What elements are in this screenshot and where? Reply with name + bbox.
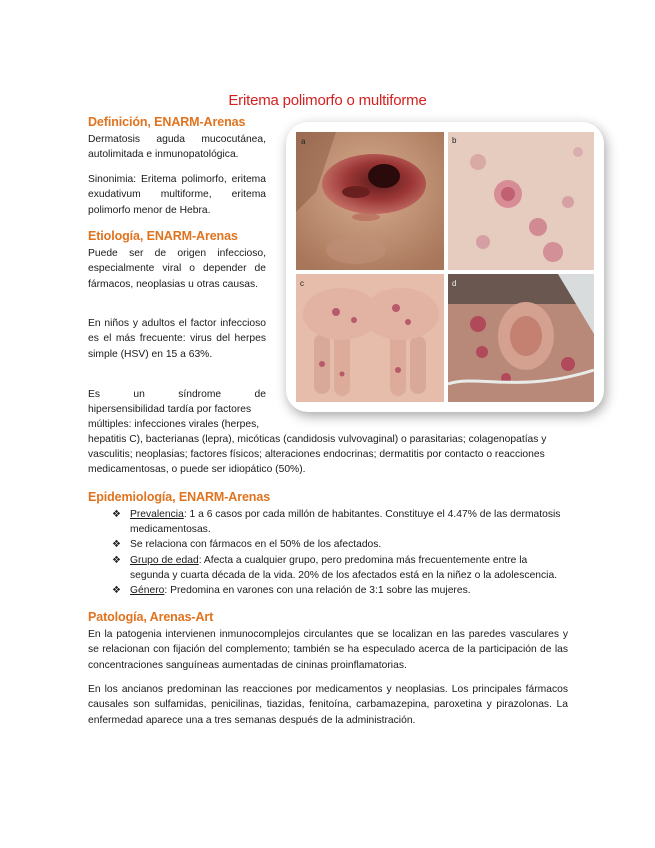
word: un — [133, 389, 145, 400]
etiologia-paragraph-3-line-2: hipersensibilidad tardía por factores — [88, 404, 252, 415]
etiologia-paragraph-1: Puede ser de origen infeccioso, especialmente viral o depender de fármacos, neoplasias u otras causas. — [88, 248, 266, 290]
clinical-figure — [286, 122, 604, 412]
panel-a-lips-image — [296, 132, 444, 270]
definicion-paragraph-2: Sinonimia: Eritema polimorfo, eritema exudativum multiforme, eritema polimorfo menor de Hebra. — [88, 174, 266, 216]
etiologia-paragraph-3-line-6: medicamentosas, o puede ser idiopático (50%). — [88, 464, 306, 475]
document-title: Eritema polimorfo o multiforme — [228, 92, 427, 109]
panel-c-hands-image — [296, 274, 444, 402]
panel-label-c: c — [300, 279, 304, 288]
patologia-paragraph-2: En los ancianos predominan las reacciones por medicamentos y neoplasias. Los principales fármacos causales son sulfamidas, penicilinas, tiazidas, fenitoína, carbamazepina, paroxetina y pirazolonas. La enfermedad aparece una a tres semanas después de la administración. — [88, 684, 568, 726]
ear-lesions-illustration — [448, 274, 594, 402]
item-text-continued: medicamentosas. — [130, 524, 211, 535]
etiologia-paragraph-3-line-4: hepatitis C), bacterianas (lepra), micóticas (candidosis vulvovaginal) o parasitarias; colagenopatías y — [88, 434, 547, 445]
term-grupo-edad: Grupo de edad — [130, 555, 199, 566]
panel-label-a: a — [301, 137, 306, 146]
etiologia-paragraph-2: En niños y adultos el factor infeccioso es el más frecuente: virus del herpes simple (HSV) en 15 a 63%. — [88, 318, 266, 360]
word: de — [254, 389, 266, 400]
item-text: : Predomina en varones con una relación de 3:1 sobre las mujeres. — [164, 585, 471, 596]
etiologia-paragraph-3-line-5: vasculitis; neoplasias; factores físicos; alteraciones endocrinas; dermatitis por contacto o reacciones — [88, 449, 545, 460]
hands-lesions-illustration — [296, 274, 444, 402]
epidemiologia-item-farmacos — [112, 537, 572, 553]
panel-b-target-lesions-image — [448, 132, 594, 270]
item-text-continued: segunda y cuarta década de la vida. 20% de los afectados está en la niñez o la adolescencia. — [130, 570, 558, 581]
epidemiologia-item-grupo-edad — [112, 553, 572, 585]
diamond-bullet-icon: ❖ — [112, 509, 121, 520]
heading-patologia: Patología, Arenas-Art — [88, 610, 214, 624]
target-lesions-illustration — [448, 132, 594, 270]
epidemiologia-item-genero — [112, 583, 572, 599]
lips-lesion-illustration — [296, 132, 444, 270]
diamond-bullet-icon: ❖ — [112, 555, 121, 566]
item-text: : Afecta a cualquier grupo, pero predomina más frecuentemente entre la — [198, 555, 528, 566]
heading-definicion: Definición, ENARM-Arenas — [88, 115, 246, 129]
term-genero: Género — [130, 585, 165, 596]
panel-label-b: b — [452, 136, 457, 145]
word: Es — [88, 389, 101, 400]
diamond-bullet-icon: ❖ — [112, 539, 121, 550]
heading-epidemiologia: Epidemiología, ENARM-Arenas — [88, 490, 271, 504]
panel-label-d: d — [452, 279, 457, 288]
term-prevalencia: Prevalencia — [130, 509, 184, 520]
etiologia-paragraph-3-line-3: múltiples: infecciones virales (herpes, — [88, 419, 260, 430]
item-text: Se relaciona con fármacos en el 50% de los afectados. — [130, 539, 382, 550]
word: síndrome — [178, 389, 222, 400]
etiologia-paragraph-3-line-1 — [88, 387, 266, 402]
item-text: : 1 a 6 casos por cada millón de habitantes. Constituye el 4.47% de las dermatosis — [183, 509, 561, 520]
diamond-bullet-icon: ❖ — [112, 585, 121, 596]
definicion-paragraph-1: Dermatosis aguda mucocutánea, autolimitada e inmunopatológica. — [88, 134, 266, 161]
epidemiologia-item-prevalencia — [112, 507, 572, 539]
panel-d-ear-image — [448, 274, 594, 402]
patologia-paragraph-1: En la patogenia intervienen inmunocomplejos circulantes que se localizan en las paredes vasculares y se relacionan con fijación del complemento; también se ha especulado acerca de la participación de las concentraciones sanguíneas aumentadas de cininas proinflamatorias. — [88, 629, 568, 671]
heading-etiologia: Etiología, ENARM-Arenas — [88, 229, 238, 243]
